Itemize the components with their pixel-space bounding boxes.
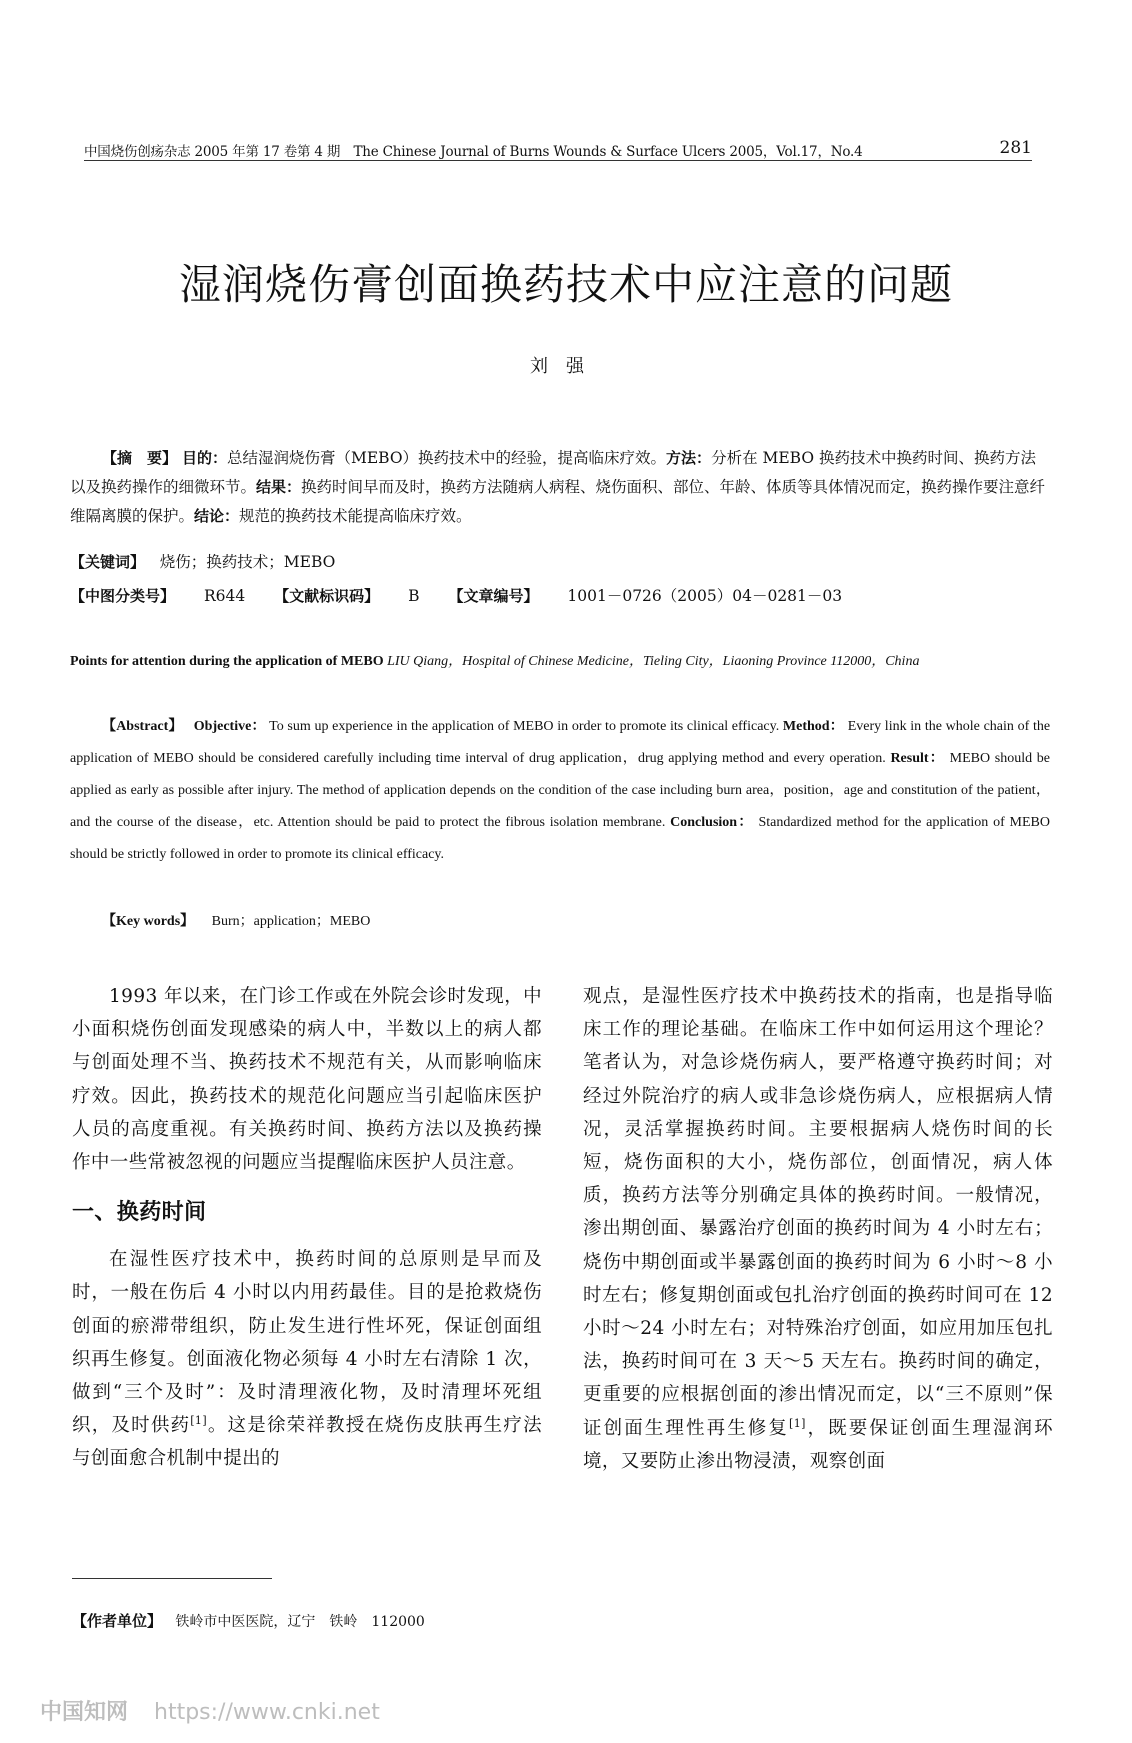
affiliation-label: 【作者单位】 [72, 1612, 163, 1630]
en-result-label: Result： [890, 751, 945, 766]
author-affiliation [72, 1610, 425, 1631]
keywords-cn [70, 548, 1050, 577]
body-paragraph-timing [72, 1243, 542, 1475]
citation-ref: [1] [190, 1414, 208, 1428]
author: 刘强 [530, 356, 602, 377]
body-column-right [583, 980, 1053, 1478]
cnki-watermark [40, 1695, 380, 1726]
objective-text: 总结湿润烧伤膏（MEBO）换药技术中的经验，提高临床疗效。 [226, 449, 667, 467]
en-method-label: Method： [782, 719, 844, 734]
affiliation-value: 铁岭市中医医院，辽宁 铁岭 112000 [175, 1614, 425, 1630]
en-objective-text: To sum up experience in the application of MEBO in order to promote its clinical efficacy. [269, 719, 780, 734]
citation-ref: [1] [789, 1416, 806, 1430]
en-conclusion-text: Standardized method for the application of MEBO should be strictly followed in order to promote its clinical efficacy. [70, 815, 1050, 862]
page-number: 281 [999, 138, 1032, 158]
objective-label: 目的： [181, 449, 227, 467]
article-title: 湿润烧伤膏创面换药技术中应注意的问题 [178, 260, 953, 309]
en-objective-label: Objective： [193, 719, 266, 734]
header-rule [84, 160, 1032, 161]
body-paragraph-intro: 1993 年以来，在门诊工作或在外院会诊时发现，中小面积烧伤创面发现感染的病人中，半数以上的病人都与创面处理不当、换药技术不规范有关，从而影响临床疗效。因此，换药技术的规范化问题应当引起临床医护人员的高度重视。有关换药时间、换药方法以及换药操作中一些常被忽视的问题应当提醒临床医护人员注意。 [72, 986, 542, 1174]
abstract-label: 【摘 要】 [102, 449, 178, 467]
conclusion-label: 结论： [194, 507, 240, 525]
clc-label: 【中图分类号】 [70, 587, 176, 605]
doc-code-value: B [408, 587, 420, 605]
abstract-cn [70, 444, 1050, 531]
timing-text-cont: 。这是徐荣祥教授在烧伤皮肤再生疗法与创面愈合机制中提出的 [72, 1415, 542, 1470]
english-authorline: LIU Qiang，Hospital of Chinese Medicine，Tieling City，Liaoning Province 112000，China [387, 654, 920, 669]
english-title-line [70, 646, 1050, 678]
classification-line [70, 582, 1050, 611]
en-abstract-label: 【Abstract】 [102, 719, 183, 734]
cnki-brand: 中国知网 [40, 1700, 129, 1725]
keywords-label: 【关键词】 [70, 553, 146, 571]
en-conclusion-label: Conclusion： [670, 815, 754, 830]
timing-text: 在湿性医疗技术中，换药时间的总原则是早而及时，一般在伤后 4 小时以内用药最佳。目的是抢救烧伤创面的瘀滞带组织，防止发生进行性坏死，保证创面组织再生修复。创面液化物必须每 4 小时左右清除 1 次，做到“三个及时”：及时清理液化物，及时清理坏死组织，及时供药 [72, 1249, 542, 1437]
result-text: 换药时间早而及时，换药方法随病人病程、烧伤面积、部位、年龄、体质等具体情况而定，换药操作要注意纤维隔离膜的保护。 [70, 478, 1046, 525]
method-text: 分析在 MEBO 换药技术中换药时间、换药方法以及换药操作的细微环节。 [70, 449, 1036, 496]
result-label: 结果： [256, 478, 302, 496]
clc-value: R644 [203, 587, 246, 605]
continued-text: 观点，是湿性医疗技术中换药技术的指南，也是指导临床工作的理论基础。在临床工作中如何运用这个理论？笔者认为，对急诊烧伤病人，要严格遵守换药时间；对经过外院治疗的病人或非急诊烧伤病人，应根据病人情况，灵活掌握换药时间。主要根据病人烧伤时间的长短，烧伤面积的大小，烧伤部位，创面情况，病人体质，换药方法等分别确定具体的换药时间。一般情况，渗出期创面、暴露治疗创面的换药时间为 4 小时左右；烧伤中期创面或半暴露创面的换药时间为 6 小时～8 小时左右；修复期创面或包扎治疗创面的换药时间可在 12 小时～24 小时左右；对特殊治疗创面，如应用加压包扎法，换药时间可在 3 天～5 天左右。换药时间的确定，更重要的应根据创面的渗出情况而定，以“三不原则”保证创面生理性再生修复 [583, 986, 1053, 1439]
doc-code-label: 【文献标识码】 [274, 587, 380, 605]
en-keywords-label: 【Key words】 [102, 914, 195, 929]
en-keywords-value: Burn；application；MEBO [211, 914, 371, 929]
continued-text-end: ，既要保证创面生理湿润环境，又要防止渗出物浸渍，观察创面 [583, 1417, 1053, 1472]
keywords-en [70, 906, 1050, 938]
body-column-left [72, 980, 542, 1476]
footnote-rule [72, 1578, 272, 1579]
article-no-label: 【文章编号】 [448, 587, 539, 605]
conclusion-text: 规范的换药技术能提高临床疗效。 [239, 507, 472, 525]
method-label: 方法： [666, 449, 712, 467]
english-title: Points for attention during the application of MEBO [70, 654, 384, 669]
body-paragraph-continued [583, 980, 1053, 1478]
abstract-en [70, 711, 1050, 871]
cnki-url: https://www.cnki.net [154, 1700, 380, 1725]
section-heading: 一、换药时间 [72, 1200, 207, 1226]
en-method-text: Every link in the whole chain of the application of MEBO should be considered carefully including time interval of drug application，drug applying method and every operation. [70, 719, 1051, 766]
keywords-value: 烧伤；换药技术；MEBO [159, 553, 336, 571]
running-header: 中国烧伤创疡杂志 2005 年第 17 卷第 4 期 The Chinese Journal of Burns Wounds & Surface Ulcers 2005，Vol.17，No.4 [84, 144, 863, 160]
en-result-text: MEBO should be applied as early as possible after injury. The method of application depends on the condition of the case including burn area，position，age and constitution of the patient，and the course of the disease，etc. Attention should be paid to protect the fibrous isolation membrane. [70, 751, 1051, 830]
article-no-value: 1001－0726（2005）04－0281－03 [567, 587, 843, 605]
